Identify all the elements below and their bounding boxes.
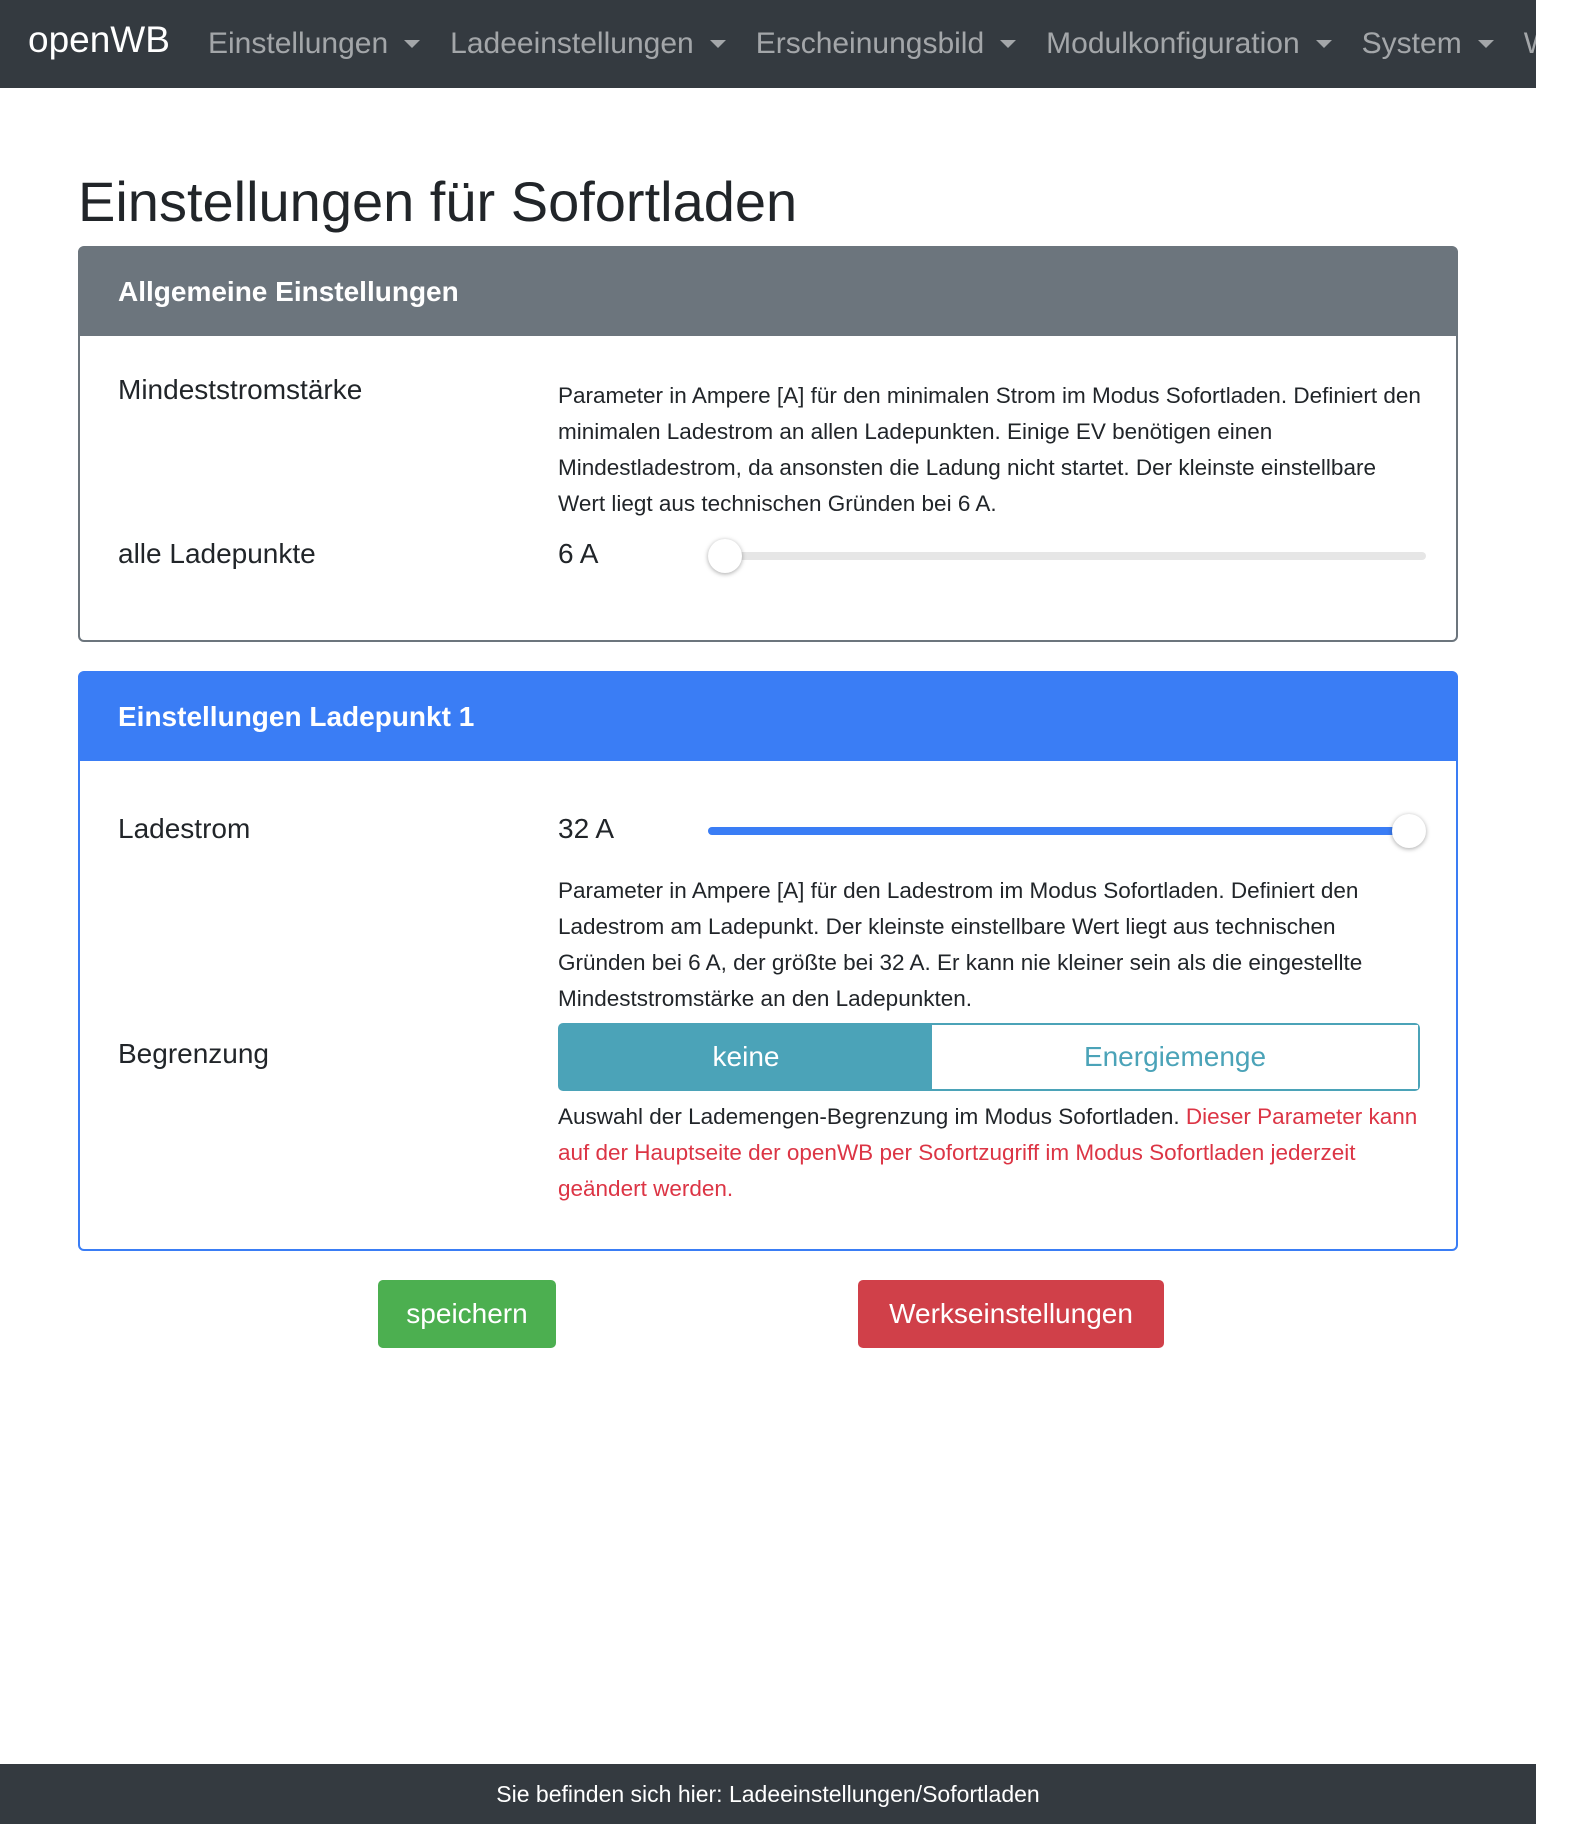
general-settings-card <box>78 246 1458 642</box>
footer-breadcrumb <box>0 1764 1536 1824</box>
limit-description <box>558 1099 1428 1207</box>
nav-item-system[interactable] <box>1362 27 1494 61</box>
slider-fill <box>708 827 1409 835</box>
factory-reset-button[interactable]: Werkseinstellungen <box>858 1280 1164 1348</box>
limit-option-none[interactable]: keine <box>560 1025 932 1089</box>
nav-item-label: Modulkonfiguration <box>1046 27 1300 60</box>
card-header: Einstellungen Ladepunkt 1 <box>80 673 1456 761</box>
chevron-down-icon <box>710 40 726 48</box>
save-button[interactable]: speichern <box>378 1280 556 1348</box>
chevron-down-icon <box>1316 40 1332 48</box>
nav-item-modulkonfiguration[interactable] <box>1046 27 1332 61</box>
nav-item-label: Erscheinungsbild <box>755 27 985 60</box>
breadcrumb: Sie befinden sich hier: Ladeeinstellungen/Sofortladen <box>496 1780 1040 1807</box>
nav-item-truncated[interactable] <box>1524 27 1552 61</box>
all-chargepoints-label: alle Ladepunkte <box>118 538 316 569</box>
nav-item-label: Einstellungen <box>208 27 389 60</box>
slider-handle[interactable] <box>1392 814 1426 848</box>
nav-item-einstellungen[interactable] <box>208 27 420 61</box>
nav-item-label: Ladeeinstellungen <box>450 27 694 60</box>
chevron-down-icon <box>1000 40 1016 48</box>
brand-logo[interactable]: openWB <box>28 19 170 60</box>
limit-option-energy[interactable]: Energiemenge <box>932 1025 1418 1089</box>
limit-description-warning: Dieser Parameter kann auf der Hauptseite der openWB per Sofortzugriff im Modus Sofortladen jederzeit geändert werden. <box>558 1104 1418 1201</box>
charge-current-value: 32 A <box>558 813 615 844</box>
limit-description-text: Auswahl der Lademengen-Begrenzung im Modus Sofortladen. <box>558 1104 1180 1129</box>
limit-toggle-group <box>558 1023 1420 1091</box>
navbar <box>0 0 1553 88</box>
slider-track <box>708 552 1426 560</box>
nav-item-erscheinungsbild[interactable] <box>756 27 1016 61</box>
min-current-value: 6 A <box>558 538 599 569</box>
charge-current-description: Parameter in Ampere [A] für den Ladestrom im Modus Sofortladen. Definiert den Ladestrom am Ladepunkt. Der kleinste einstellbare Wert liegt aus technischen Gründen bei 6 A, der größte bei 32 A. Er kann nie kleiner sein als die eingestellte Mindeststromstärke an den Ladepunkten. <box>558 878 1363 1011</box>
min-current-label: Mindeststromstärke <box>118 374 363 405</box>
slider-handle[interactable] <box>708 539 742 573</box>
limit-label: Begrenzung <box>118 1038 270 1069</box>
charge-current-slider[interactable] <box>708 811 1426 851</box>
nav-item-ladeeinstellungen[interactable] <box>450 27 726 61</box>
nav-menu <box>208 0 1582 88</box>
nav-item-label: W <box>1523 27 1553 60</box>
min-current-description: Parameter in Ampere [A] für den minimalen Strom im Modus Sofortladen. Definiert den minimalen Ladestrom an allen Ladepunkten. Einige EV benötigen einen Mindestladestrom, da ansonsten die Ladung nicht startet. Der kleinste einstellbare Wert liegt aus technischen Gründen bei 6 A. <box>558 383 1421 516</box>
chargepoint-1-card <box>78 671 1458 1251</box>
charge-current-label: Ladestrom <box>118 813 251 844</box>
page-title: Einstellungen für Sofortladen <box>78 170 798 233</box>
nav-item-label: System <box>1361 27 1462 60</box>
card-header: Allgemeine Einstellungen <box>80 248 1456 336</box>
min-current-slider[interactable] <box>708 536 1426 576</box>
chevron-down-icon <box>1478 40 1494 48</box>
chevron-down-icon <box>404 40 420 48</box>
